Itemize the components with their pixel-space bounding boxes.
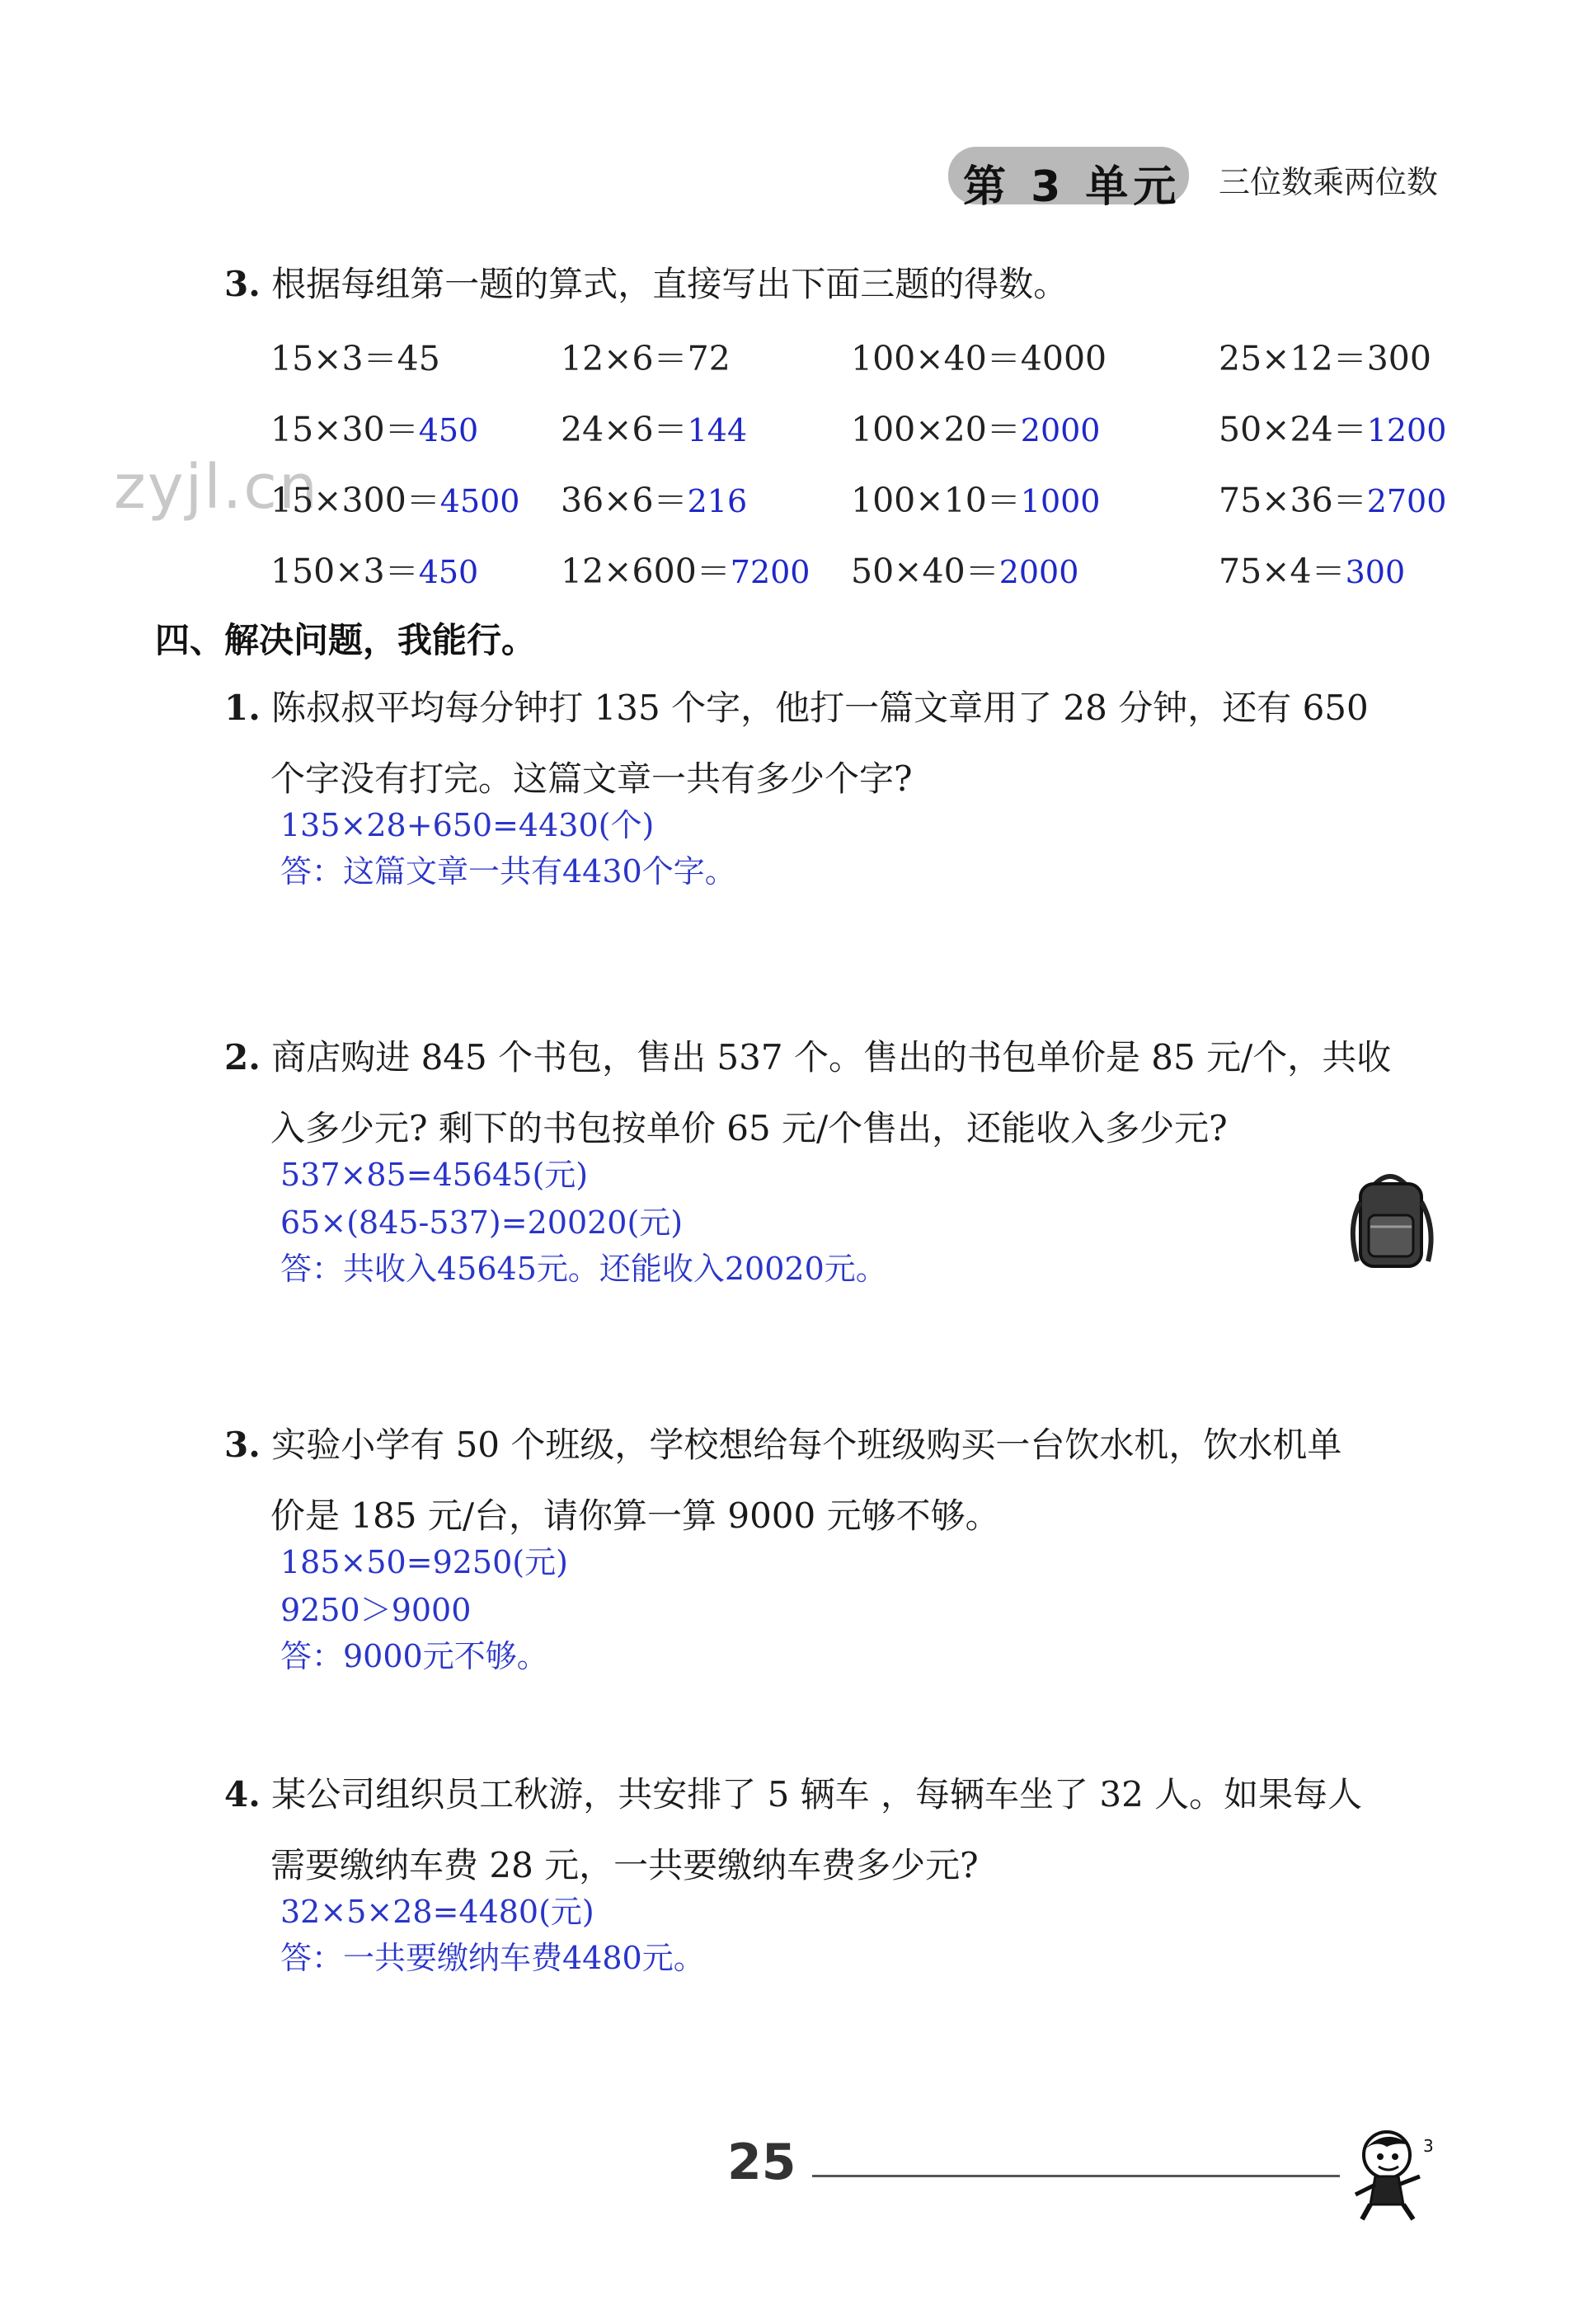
section-4-title: 四、解决问题，我能行。 — [155, 620, 537, 660]
q3-row — [270, 402, 478, 451]
footer-rule — [812, 2175, 1340, 2177]
q3-row — [1219, 544, 1405, 593]
q3-given-2: 12×6＝72 — [561, 339, 731, 378]
q3-expr: 15×30＝ — [270, 410, 419, 449]
q3-answer: 450 — [418, 554, 479, 590]
q3-expr: 75×4＝ — [1219, 552, 1346, 591]
unit-label: 第 3 单元 — [963, 162, 1182, 212]
problem-2-line-1 — [224, 1031, 1391, 1080]
problem-1-answer: 答：这篇文章一共有4430个字。 — [280, 853, 736, 890]
q3-answer: 4500 — [439, 483, 520, 519]
problem-3-line-1 — [224, 1418, 1341, 1467]
q3-expr: 75×36＝ — [1219, 481, 1367, 520]
problem-number: 3. — [224, 1425, 261, 1465]
unit-badge — [948, 147, 1189, 212]
problem-number: 2. — [224, 1037, 261, 1077]
q3-expr: 150×3＝ — [270, 552, 419, 591]
q3-expr: 100×10＝ — [851, 481, 1021, 520]
q3-given-1: 15×3＝45 — [270, 339, 440, 378]
problem-text: 商店购进 845 个书包，售出 537 个。售出的书包单价是 85 元/个，共收 — [271, 1037, 1392, 1077]
q3-answer: 7200 — [730, 554, 810, 590]
q3-expr: 15×300＝ — [270, 481, 440, 520]
q3-answer: 2700 — [1366, 483, 1447, 519]
q3-given-4: 25×12＝300 — [1219, 339, 1431, 378]
problem-2-work-2: 65×(845-537)=20020(元) — [280, 1204, 684, 1241]
problem-2-line-2: 入多少元? 剩下的书包按单价 65 元/个售出，还能收入多少元? — [270, 1108, 1228, 1148]
problem-3-work-1: 185×50=9250(元) — [280, 1544, 568, 1580]
q3-answer: 1000 — [1020, 483, 1101, 519]
q3-row — [851, 544, 1078, 593]
problem-2-work-1: 537×85=45645(元) — [280, 1157, 589, 1193]
q3-row — [1219, 473, 1446, 522]
q3-row — [270, 544, 478, 593]
q3-answer: 450 — [418, 412, 479, 448]
q3-row — [561, 402, 747, 451]
q3-answer: 300 — [1345, 554, 1406, 590]
q3-text: 根据每组第一题的算式，直接写出下面三题的得数。 — [271, 264, 1069, 304]
q3-row — [851, 402, 1101, 451]
q3-row — [851, 473, 1101, 522]
q3-number: 3. — [224, 264, 261, 304]
q3-expr: 50×40＝ — [851, 552, 999, 591]
problem-4-line-1 — [224, 1768, 1362, 1817]
problem-3-work-2: 9250＞9000 — [280, 1592, 472, 1628]
watermark: zyjl.cn — [114, 452, 319, 523]
problem-3-answer: 答：9000元不够。 — [280, 1638, 548, 1674]
q3-expr: 50×24＝ — [1219, 410, 1367, 449]
problem-3-line-2: 价是 185 元/台，请你算一算 9000 元够不够。 — [270, 1495, 1000, 1536]
problem-text: 某公司组织员工秋游，共安排了 5 辆车 ，每辆车坐了 32 人。如果每人 — [271, 1774, 1363, 1815]
q3-prompt — [224, 257, 1068, 307]
backpack-icon — [1342, 1169, 1440, 1275]
q3-given-3: 100×40＝4000 — [851, 339, 1107, 378]
q3-answer: 2000 — [1020, 412, 1101, 448]
problem-2-answer: 答：共收入45645元。还能收入20020元。 — [280, 1251, 887, 1287]
cartoon-character-icon — [1346, 2127, 1438, 2224]
problem-number: 1. — [224, 688, 261, 728]
problem-text: 实验小学有 50 个班级，学校想给每个班级购买一台饮水机，饮水机单 — [271, 1425, 1342, 1465]
svg-text:3: 3 — [1423, 2136, 1434, 2156]
q3-expr: 100×20＝ — [851, 410, 1021, 449]
q3-expr: 36×6＝ — [561, 481, 688, 520]
problem-4-line-2: 需要缴纳车费 28 元，一共要缴纳车费多少元? — [270, 1845, 979, 1885]
problem-1-work-1: 135×28+650=4430(个) — [280, 807, 655, 843]
problem-4-answer: 答：一共要缴纳车费4480元。 — [280, 1940, 705, 1976]
problem-4-work-1: 32×5×28=4480(元) — [280, 1894, 594, 1930]
problem-1-line-2: 个字没有打完。这篇文章一共有多少个字? — [270, 758, 913, 799]
q3-answer: 216 — [687, 483, 748, 519]
q3-row — [1219, 402, 1446, 451]
q3-row — [270, 473, 520, 522]
q3-answer: 2000 — [998, 554, 1079, 590]
q3-row — [561, 544, 810, 593]
q3-row — [561, 473, 747, 522]
q3-answer: 144 — [687, 412, 748, 448]
q3-expr: 12×600＝ — [561, 552, 731, 591]
unit-subtitle: 三位数乘两位数 — [1219, 164, 1439, 200]
problem-1-line-1 — [224, 681, 1369, 730]
problem-number: 4. — [224, 1774, 261, 1815]
problem-text: 陈叔叔平均每分钟打 135 个字，他打一篇文章用了 28 分钟，还有 650 — [271, 688, 1369, 728]
page-number: 25 — [727, 2134, 796, 2191]
q3-answer: 1200 — [1366, 412, 1447, 448]
q3-expr: 24×6＝ — [561, 410, 688, 449]
